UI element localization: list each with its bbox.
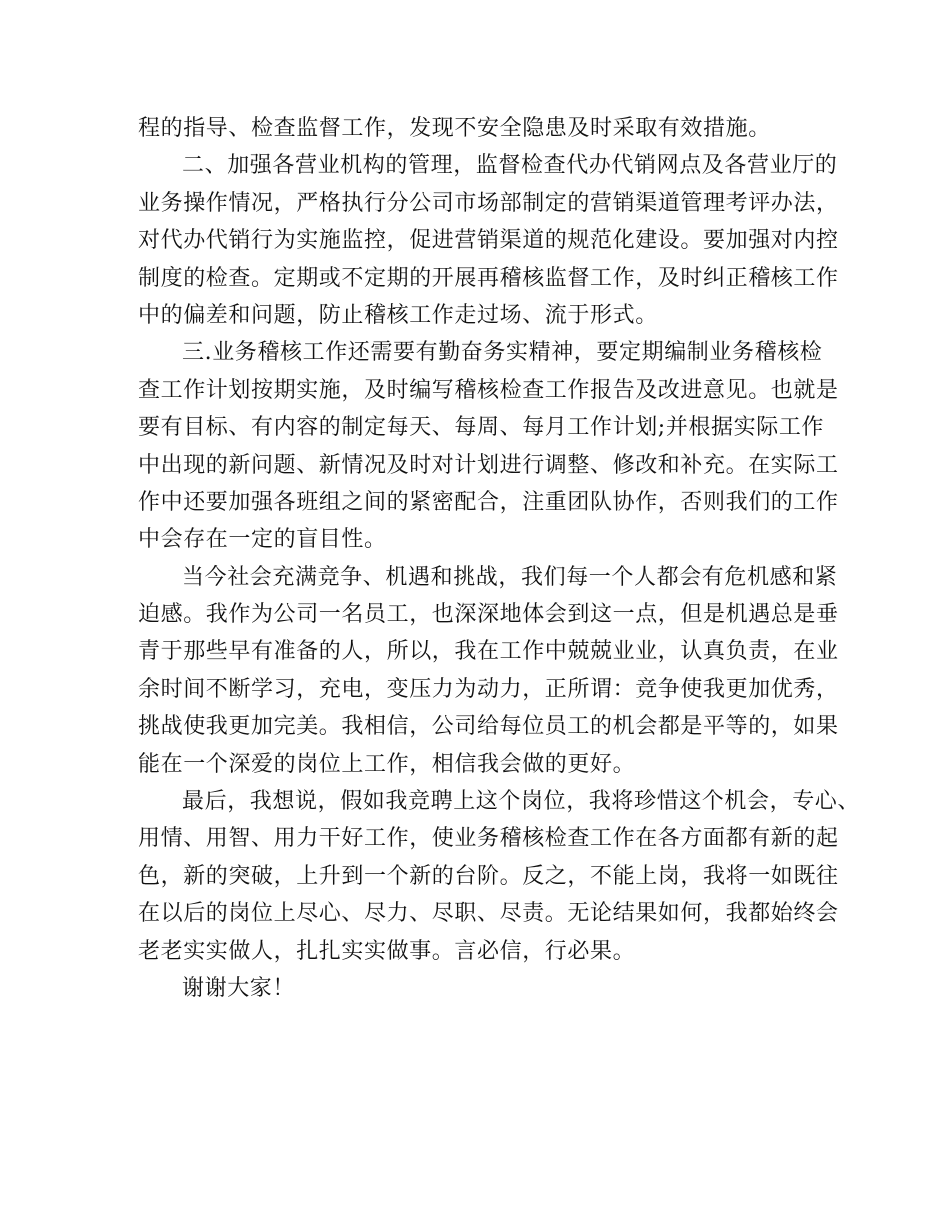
text-line: 查工作计划按期实施，及时编写稽核检查工作报告及改进意见。也就是	[138, 377, 839, 403]
text-line: 色，新的突破，上升到一个新的台阶。反之，不能上岗，我将一如既往	[138, 863, 839, 889]
text-line: 青于那些早有准备的人，所以，我在工作中兢兢业业，认真负责，在业	[138, 639, 839, 665]
text-line: 制度的检查。定期或不定期的开展再稽核监督工作，及时纠正稽核工作	[138, 265, 839, 291]
text-line: 在以后的岗位上尽心、尽力、尽职、尽责。无论结果如何，我都始终会	[138, 901, 839, 927]
text-line: 最后，我想说，假如我竞聘上这个岗位，我将珍惜这个机会，专心、	[182, 789, 861, 815]
text-line: 用情、用智、用力干好工作，使业务稽核检查工作在各方面都有新的起	[138, 826, 839, 852]
text-line: 对代办代销行为实施监控，促进营销渠道的规范化建设。要加强对内控	[138, 228, 839, 254]
text-line: 中出现的新问题、新情况及时对计划进行调整、修改和补充。在实际工	[138, 452, 839, 478]
text-line: 迫感。我作为公司一名员工，也深深地体会到这一点，但是机遇总是垂	[138, 602, 839, 628]
text-line: 谢谢大家！	[182, 975, 296, 1001]
text-line: 程的指导、检查监督工作，发现不安全隐患及时采取有效措施。	[138, 116, 771, 141]
text-line: 当今社会充满竞争、机遇和挑战，我们每一个人都会有危机感和紧	[182, 564, 838, 590]
text-line: 能在一个深爱的岗位上工作，相信我会做的更好。	[138, 751, 636, 777]
text-line: 老老实实做人，扎扎实实做事。言必信，行必果。	[138, 938, 636, 964]
text-line: 中的偏差和问题，防止稽核工作走过场、流于形式。	[138, 302, 658, 328]
text-line: 作中还要加强各班组之间的紧密配合，注重团队协作，否则我们的工作	[138, 489, 839, 515]
text-line: 二、加强各营业机构的管理，监督检查代办代销网点及各营业厅的	[182, 153, 838, 179]
text-line: 要有目标、有内容的制定每天、每周、每月工作计划;并根据实际工作	[138, 415, 825, 441]
document-body	[138, 110, 861, 1007]
text-line: 业务操作情况，严格执行分公司市场部制定的营销渠道管理考评办法，	[138, 190, 839, 216]
text-line: 余时间不断学习，充电，变压力为动力，正所谓：竞争使我更加优秀，	[138, 676, 839, 702]
text-line: 挑战使我更加完美。我相信，公司给每位员工的机会都是平等的，如果	[138, 714, 839, 740]
text-line: 中会存在一定的盲目性。	[138, 527, 387, 553]
text-line: 三.业务稽核工作还需要有勤奋务实精神，要定期编制业务稽核检	[182, 340, 823, 366]
